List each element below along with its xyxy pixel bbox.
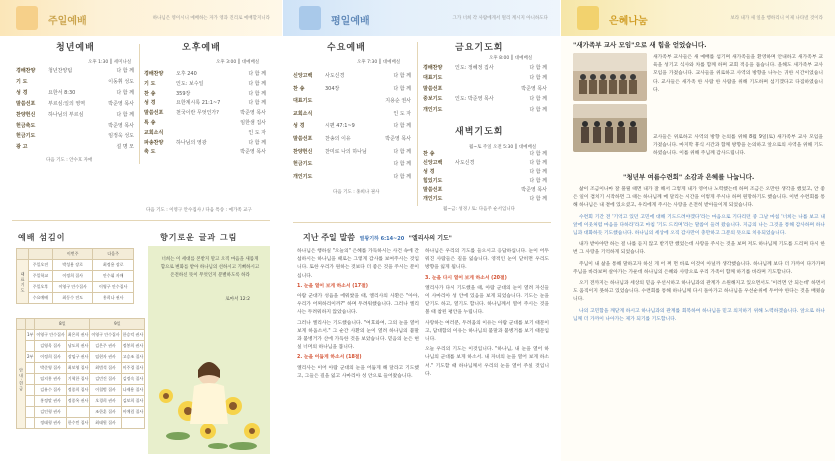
sermon-paragraph: 엘리사는 이어 아람 군대의 눈을 어둡게 해 달라고 기도했고, 그들은 길을 잃고 사마리아 성 안으로 들어왔습니다. (297, 365, 419, 379)
order-row (16, 131, 134, 142)
divider (139, 44, 140, 164)
order-item: 인도: 박준영 목사 (455, 96, 494, 103)
usher-roster-table: 8일 9일 안 내 · 헌 금 1부 이영구 안수집사 최은희 권사 이영구 안수집사 한승덕 권사 김영욱 집사 남도희 권사 김은주 권사 정봉희 권사 2부 이정희 집사 장임구 권사 임현자 권사 고승조 집사 박준영 집사 최보영 집사 최범석 집사 이주경 집사 임지홍 권사 기혁한 집사 김민건 집사 김정숙 집사 김유수 집사 정종희 집사 이철범 집사 나제용 집사 홍정말 권사 정종옥 권사 오경희 권사 김보희 집사 김인형 권사 조한훈 집사 이예림 집사 정태형 권사 한수민 집사 최태원 집사 (16, 318, 145, 429)
order-item (174, 148, 238, 158)
sermon-paragraph: 1. 눈을 열어 보게 하소서 (17절) (297, 283, 368, 289)
friday-prayer-meta: 오후 8:00 ┃ 대예배실 (489, 56, 533, 61)
table-cell: 이예림 집사 (121, 407, 145, 418)
order-role: 경배찬양 (16, 68, 36, 74)
order-item: 찬미로 나의 하나님 (325, 148, 367, 155)
table-cell: 조한훈 집사 (90, 407, 121, 418)
order-role: 성 경 (423, 169, 435, 175)
sermon-paragraph: 하나님은 행하실 "오늘의" 은혜를 가득하시는 사건 속에 간섭하시는 하나님을 때로는 그렇게 감사를 보여주시는 것입니다. 또한 우리가 원하는 것보다 더 좋은 것을 주시는 분이십니다. (297, 249, 419, 279)
order-role: 교회소식 (293, 110, 313, 117)
roster-side-label: 대 표 기 도 (17, 260, 29, 304)
order-row (16, 110, 134, 121)
order-role: 축 도 (144, 149, 156, 156)
sunday-worship-panel (0, 0, 282, 461)
order-row (16, 99, 134, 110)
table-cell (26, 363, 35, 374)
order-row (144, 99, 266, 109)
order-leader: 다 함 께 (529, 196, 547, 202)
panel-title: 주일예배 (48, 16, 87, 27)
prayer-roster-table: 이번주 다음주 대 표 기 도 주일오전 박성용 장로 최정용 장로 주일학교 이정희 집사 안수휘 자매 주일오후 이영구 안수집사 이영구 안수집사 수요예배 최동수 전도 홍희나 권사 (16, 248, 134, 304)
order-role: 헌금기도 (293, 161, 313, 168)
table-cell (26, 341, 35, 352)
youth-worship-order (16, 66, 134, 153)
order-row (293, 95, 411, 108)
order-row (423, 195, 547, 204)
order-item: 천국이란 무엇인가? (176, 110, 219, 117)
panel-subtitle: 그가 너희 각 사람에게서 멀리 계시지 아니하도다 (452, 16, 548, 21)
leaf-icon (299, 6, 321, 30)
order-row (144, 129, 266, 139)
order-row (144, 109, 266, 119)
order-item: 하나님의 영광 (176, 139, 207, 146)
order-leader: 다 함 께 (393, 148, 411, 155)
order-row (423, 73, 547, 83)
order-leader: 이동휘 성도 (108, 78, 134, 85)
order-item (453, 186, 519, 195)
panel-title: 평일예배 (331, 16, 370, 27)
divider (12, 220, 270, 221)
order-row (16, 88, 134, 99)
order-leader: 다 함 께 (529, 106, 547, 113)
order-leader: 다 함 께 (529, 96, 547, 103)
table-cell: 최은희 권사 (66, 330, 90, 341)
order-item (453, 84, 519, 94)
table-cell: 고승조 집사 (121, 352, 145, 363)
essay-paragraph: 삶이 조금이나마 잘 풀릴 때면 내가 잘 해서 그렇게 내가 영어나 노력했는데 하며 조금은 오만한 생각을 했었고, 안 좋은 일이 겹치기 시작하면 그 때는 하나님께 매 달리는 시간을 이렇게 주시나 하며 원망하기도 했습니다. 이번 수련회를 통해 하나님은 내 곁에 있으셨고, 우리에게 주시는 사랑을 온전히 받아들이게 되었습니다. (573, 187, 825, 209)
table-cell: 이철범 집사 (90, 385, 121, 396)
dawn-prayer-meta: 월~토 주일 오전 5:30 ┃ 대예배실 (469, 145, 537, 150)
order-row (144, 90, 266, 100)
order-role: 개인기도 (423, 106, 443, 113)
order-item (46, 142, 106, 153)
order-item (453, 105, 519, 115)
order-role: 성 경 (16, 89, 28, 96)
order-item (323, 108, 383, 121)
sermon-paragraph: 하나님은 우리의 기도를 들으시고 응답하십니다. 눈이 어두워진 사람들은 길을 잃습니다. 영적인 눈이 닫히면 우리도 방향을 잃게 됩니다. (425, 249, 549, 271)
order-leader: 지용순 권사 (385, 98, 411, 105)
order-row (423, 177, 547, 186)
sermon-paragraph: 사랑하는 여러분, 두려움의 이유는 아람 군대를 보기 때문이고, 담대함의 이유는 하나님의 불말과 불병거를 보기 때문입니다. (425, 320, 549, 343)
sermon-column-1 (297, 248, 419, 458)
order-leader: 인 도 자 (248, 129, 266, 136)
wednesday-next-prayer: 다음 기도 : 홍희나 권사 (333, 190, 380, 195)
dawn-prayer-order (423, 150, 547, 204)
order-role: 말씀선포 (144, 110, 164, 117)
order-role: 찬 송 (423, 151, 435, 157)
table-cell: 이영구 안수집사 (90, 330, 121, 341)
order-item: 사도신경 (455, 160, 475, 166)
usher-side-label: 안 내 · 헌 금 (17, 330, 26, 429)
sermon-paragraph: 엘리사가 다시 기도했을 때, 아람 군대의 눈이 열려 자신들이 사마리아 성 안에 있음을 보게 되었습니다. 기도는 눈을 닫기도 하고, 열기도 합니다. 하나님께서 열어 주시는 것을 볼 때 참된 평안을 누립니다. (425, 285, 549, 316)
youth-next-prayer: 다음 기도 : 안수호 자매 (46, 158, 93, 163)
table-cell: 정봉희 권사 (121, 341, 145, 352)
order-item (174, 119, 238, 129)
news-text-2: 교사들은 위로하고 사역의 방향 논의를 위해 8월 9일(토) 새가족부 교사 모임을 가졌습니다. 마지막 휴식 시간과 함께 방향을 논의하고 앞으로의 사역을 위해 기도하였습니다. 이를 위해 주님께 감사드립니다. (653, 135, 823, 157)
essay-paragraph: 내가 받아야만 하는 걸 나를 듣지 않고 받기만 했었는데 사랑을 주시는 것을 보며 저도 하나님께 기도를 드리며 다시 한 번 그 사랑을 기억하게 되었습니다. (573, 242, 825, 256)
order-role: 대표기도 (293, 98, 313, 105)
panel-subtitle: 하나님은 영이시니 예배하는 자가 영과 진리로 예배할지니라 (152, 16, 270, 21)
panel-header (561, 0, 835, 36)
order-role: 신앙고백 (293, 73, 313, 79)
order-row (423, 105, 547, 115)
order-row (423, 159, 547, 168)
order-item: 요한계시록 21:1~7 (176, 100, 221, 107)
verse-section-title: 향기로운 글과 그림 (160, 233, 238, 242)
order-leader: 다 함 께 (393, 85, 411, 92)
order-leader: 다 함 께 (116, 89, 134, 96)
table-row (17, 330, 145, 341)
order-leader: 설 명 모 (116, 144, 134, 151)
afternoon-worship-title: 오후예배 (182, 43, 221, 53)
panel-subtitle: 보라 내가 새 일을 행하리니 이제 나타낼 것이라 (730, 16, 823, 21)
sermon-paragraph: 아람 군대가 성읍을 에워쌌을 때, 엘리사의 사환은 "아아, 우리가 어찌하리이까?" 하며 두려워했습니다. 그러나 엘리사는 두려워하지 않았습니다. (297, 294, 419, 316)
leaf-icon (577, 6, 599, 30)
panel-header (283, 0, 560, 36)
order-role: 광 고 (16, 144, 28, 151)
order-leader: 인 도 자 (393, 110, 411, 117)
order-leader: 다 함 께 (529, 75, 547, 82)
table-cell (66, 407, 90, 418)
grace-sharing-panel (561, 0, 835, 461)
table-cell (26, 396, 35, 407)
table-cell (26, 407, 35, 418)
order-item (453, 73, 519, 83)
sermon-paragraph: 그러나 엘리사는 기도했습니다. "여호와여, 그의 눈을 열어 보게 하옵소서." 그 순간 사환의 눈이 열려 하나님의 불말과 불병거가 산에 가득한 것을 보았습니다. 믿음의 눈은 현실 너머의 하나님을 봅니다. (297, 320, 419, 351)
table-cell (26, 418, 35, 429)
table-cell: 나제용 집사 (121, 385, 145, 396)
order-role: 개인기도 (423, 196, 443, 202)
order-leader: 다 함 께 (248, 71, 266, 77)
table-cell: 임현자 권사 (90, 352, 121, 363)
order-role: 찬양헌신 (16, 111, 36, 118)
sermon-paragraph: 오늘 우리의 기도는 이것입니다. "하나님, 내 눈을 열어 하나님의 군대를 보게 하소서. 내 자녀의 눈을 열어 보게 하소서." 기도할 때 하나님께서 우리의 눈을 열어 주실 것입니다. (425, 347, 549, 377)
table-row (17, 374, 145, 385)
order-leader: 박준영 목사 (385, 135, 411, 142)
table-cell: 정종희 집사 (66, 385, 90, 396)
order-role: 중보기도 (423, 96, 443, 103)
order-role: 헌금기도 (16, 133, 36, 140)
servers-title: 예배 섬김이 (18, 233, 66, 242)
order-role: 경배찬양 (423, 65, 443, 71)
weekday-worship-panel (283, 0, 560, 461)
table-row (17, 352, 145, 363)
order-row (293, 146, 411, 159)
leaf-icon (16, 6, 38, 30)
table-cell: 정태형 권사 (35, 418, 66, 429)
table-cell: 최태원 집사 (90, 418, 121, 429)
order-row (423, 168, 547, 177)
essay-paragraph: 주님이 내 삶을 통해 말하고자 하신 게 어 쩌 면 바로 이것이 아닐까 생각했습니다. 하나님께 보다 더 가까이 다가가며 주님을 바라보며 살아가는 가운데 하나님의 은혜와 사랑으로 우리 가족이 함께 하기를 바라며 기도합니다. (573, 261, 825, 275)
youth-worship-title: 청년예배 (56, 43, 95, 53)
table-cell: 기혁한 집사 (66, 374, 90, 385)
divider (293, 222, 551, 223)
order-role: 힘있기도 (423, 178, 443, 184)
order-role: 기 도 (16, 78, 28, 85)
order-role: 교회소식 (144, 129, 164, 136)
order-item (46, 77, 106, 88)
order-role: 개인기도 (293, 173, 313, 180)
order-item: 하나님의 부르심 (48, 111, 84, 118)
order-row (423, 63, 547, 73)
table-cell: 1부 (26, 330, 35, 341)
order-leader: 다 함 께 (529, 169, 547, 175)
table-row (17, 385, 145, 396)
table-cell: 정종옥 권사 (66, 396, 90, 407)
table-cell: 김영욱 집사 (35, 341, 66, 352)
order-item: 인도: 보수일 (176, 80, 204, 87)
order-leader: 박준영 목사 (521, 187, 547, 193)
verse-reference: 로마서 12:2 (225, 297, 250, 302)
order-role: 말씀선포 (293, 135, 313, 142)
table-cell: 박준영 집사 (35, 363, 66, 374)
order-item: 시편 47:1~9 (325, 123, 355, 130)
order-leader: 다 함 께 (248, 80, 266, 87)
order-item (46, 121, 106, 132)
order-item: 304장 (325, 85, 340, 92)
order-role: 기 도 (144, 80, 156, 87)
order-role: 특 송 (144, 119, 156, 126)
order-item (323, 171, 383, 184)
order-leader: 다 함 께 (116, 68, 134, 74)
order-leader: 다 함 께 (116, 111, 134, 118)
teachers-photo-1 (573, 53, 647, 101)
table-row (17, 363, 145, 374)
news-text: 새가족부 교사들은 새 예배를 섬기며 새가족들을 환영하며 안내하고 새가족부 교육을 성기고 식사와 차를 함께 하며 교회 적응을 돕습니다. 올해도 새가족부 교사 모임을 가졌습니다. 교사들을 위로하고 사역의 방향을 나누는 귀한 시간이었습니다. 교사들은 새가족 한 사람 한 사람을 위해 기도하며 섬기겠다고 다짐하였습니다. (653, 55, 823, 93)
table-row (17, 418, 145, 429)
order-leader: 박준영 목사 (521, 85, 547, 92)
table-cell: 김보희 집사 (121, 396, 145, 407)
table-cell: 김인형 권사 (35, 407, 66, 418)
order-role: 말씀선포 (423, 187, 443, 193)
afternoon-worship-meta: 오후 3:00 ┃ 대예배실 (216, 60, 260, 65)
panel-header (0, 0, 282, 36)
essay-title: "청년부 여름수련회" 소감과 은혜를 나눕니다. (623, 173, 755, 181)
friday-prayer-order (423, 63, 547, 115)
news-title: "새가족부 교사 모임"으로 새 힘을 얻었습니다. (573, 41, 707, 49)
table-cell: 김은주 권사 (90, 341, 121, 352)
table-row (17, 341, 145, 352)
verse-text: 너희는 이 세대를 본받지 말고 오직 마음을 새롭게 함으로 변화를 받아 하나님의 선하시고 기뻐하시고 온전하신 뜻이 무엇인지 분별하도록 하라 (160, 257, 260, 278)
order-row (293, 70, 411, 83)
order-row (293, 120, 411, 133)
essay-paragraph: 오기 전까지는 하나님과 세상의 믿음 우선시하고 하나님과의 관계가 소원해지고 있으면서도 '이러면 안 되는데' 하면서도 움직이지 못하고 있었습니다. 수련회를 통해 하나님께 다시 돌아가고 하나님을 우선순위에 두어야 한다는 것을 배웠습니다. (573, 281, 825, 303)
order-row (293, 83, 411, 96)
order-role: 성 경 (293, 123, 305, 130)
table-cell: 이주경 집사 (121, 363, 145, 374)
divider (417, 42, 418, 206)
order-leader: 다 함 께 (393, 173, 411, 180)
wednesday-worship-title: 수요예배 (327, 43, 366, 53)
order-item: 찬송의 이유 (325, 135, 351, 142)
table-cell: 한승덕 권사 (121, 330, 145, 341)
table-cell: 김유수 집사 (35, 385, 66, 396)
order-row (144, 80, 266, 90)
order-leader: 박준영 목사 (108, 122, 134, 129)
order-item (453, 150, 519, 159)
order-item: 오후 240 (176, 71, 197, 77)
table-cell: 임지홍 권사 (35, 374, 66, 385)
friday-prayer-title: 금요기도회 (455, 43, 504, 53)
wednesday-worship-order (293, 70, 411, 183)
youth-worship-meta: 오후 1:30 ┃ 세미나실 (88, 60, 132, 65)
table-cell: 이정희 집사 (35, 352, 66, 363)
sermon-title: "엘리사의 기도" (408, 235, 452, 242)
order-item: 부르심:일의 영역 (48, 100, 86, 107)
order-row (16, 142, 134, 153)
order-leader: 다 함 께 (248, 90, 266, 97)
table-cell: 2부 (26, 352, 35, 363)
table-cell: 장임구 권사 (66, 352, 90, 363)
order-role: 말씀선포 (16, 100, 36, 107)
order-row (423, 150, 547, 159)
panel-title: 은혜나눔 (609, 16, 648, 27)
order-item (323, 158, 383, 171)
order-role: 대표기도 (423, 75, 443, 82)
order-item (46, 131, 106, 142)
sermon-heading (303, 232, 452, 243)
table-cell (121, 418, 145, 429)
order-row (16, 121, 134, 132)
order-role: 성 경 (144, 100, 156, 107)
table-cell: 홍정말 권사 (35, 396, 66, 407)
order-row (293, 171, 411, 184)
order-role: 찬양헌신 (293, 148, 313, 155)
order-item (453, 177, 519, 186)
order-leader: 박준영 목사 (240, 149, 266, 156)
order-leader: 다 함 께 (248, 100, 266, 107)
order-role: 파송찬양 (144, 139, 164, 146)
order-leader: 다 함 께 (529, 178, 547, 184)
sermon-paragraph: 3. 눈을 다시 열어 보게 하소서 (20절) (425, 275, 507, 281)
order-role: 찬 송 (293, 85, 305, 92)
order-item: 청년찬양팀 (48, 68, 73, 74)
afternoon-worship-order (144, 70, 266, 158)
order-row (423, 84, 547, 94)
table-cell: 한수민 집사 (66, 418, 90, 429)
table-cell (26, 374, 35, 385)
order-leader: 다 함 께 (393, 161, 411, 168)
teachers-photo-2 (573, 104, 647, 152)
order-item: 359장 (176, 90, 191, 97)
essay-body (573, 186, 825, 456)
table-cell: 최보영 집사 (66, 363, 90, 374)
order-row (293, 108, 411, 121)
sermon-label: 지난 주일 말씀 (303, 233, 355, 242)
table-cell: 남도희 권사 (66, 341, 90, 352)
order-row (16, 77, 134, 88)
order-row (293, 158, 411, 171)
order-role: 말씀선포 (423, 85, 443, 92)
order-row (144, 119, 266, 129)
order-item: 인도: 정혜정 집사 (455, 65, 494, 71)
order-row (423, 94, 547, 104)
order-row (144, 70, 266, 80)
order-leader: 다 함 께 (393, 73, 411, 79)
order-leader: 임정욱 성도 (108, 133, 134, 140)
order-leader: 박준영 목사 (108, 100, 134, 107)
order-row (144, 139, 266, 149)
order-row (423, 186, 547, 195)
order-item: 요한서 8:30 (48, 89, 76, 96)
order-leader: 다 함 께 (248, 139, 266, 146)
sermon-reference: 열왕기하 6:14~20 (359, 236, 405, 242)
order-leader: 다 함 께 (529, 65, 547, 71)
order-item (453, 168, 519, 177)
sermon-column-2 (425, 248, 549, 458)
order-item (174, 129, 238, 139)
table-cell: 이영구 안수집사 (35, 330, 66, 341)
dawn-note: 월~금: 성경 / 토: 다음주 순서입니다 (443, 207, 515, 212)
table-cell: 오경희 권사 (90, 396, 121, 407)
dawn-prayer-title: 새벽기도회 (455, 127, 504, 137)
order-role: 찬 송 (144, 90, 156, 97)
order-leader: 다 함 께 (529, 151, 547, 157)
essay-paragraph: 나의 고민함을 깨닫게 하시고 하나님과의 관계를 회복하여 하나님을 믿고 의지하기 위해 노력하겠습니다. 앞으로 하나님께 더 가까이 나아가는 제가 되기를 기도합니다. (573, 308, 825, 322)
order-item: 사도신경 (325, 73, 345, 79)
order-leader: 다 함 께 (529, 160, 547, 166)
order-role: 경배찬양 (144, 71, 164, 77)
wednesday-worship-meta: 오후 7:30 ┃ 대예배실 (357, 60, 401, 65)
order-item (453, 195, 519, 204)
essay-paragraph: 수련회 기간 전 '기억고 있던 고민에 대해 기도드려야겠다'라는 마음으로 기다리던 중 그날 마침 '너희는 나를 보고 내 앞에 이웃처럼 마음을 다하라'라고 마침 '기도 드리며'라는 말씀이 들려 왔습니다. 지금의 나는 그것을 통해 감사하며 하나님과 대화하듯 기도했습니다. 하나님의 세상에 오직 감사만이 충만하고 그분의 뜻으로 치유되었습니다. (573, 214, 825, 237)
table-cell: 김정숙 집사 (121, 374, 145, 385)
table-row (17, 396, 145, 407)
order-role: 헌금축도 (16, 122, 36, 129)
sermon-paragraph: 2. 눈을 어둡게 하소서 (18절) (297, 355, 362, 361)
order-role: 신앙고백 (423, 160, 443, 166)
table-row (17, 407, 145, 418)
order-leader: 박준영 목사 (240, 110, 266, 117)
order-leader: 다 함 께 (393, 123, 411, 130)
table-cell: 김민건 집사 (90, 374, 121, 385)
order-item (323, 95, 383, 108)
order-row (293, 133, 411, 146)
afternoon-next-prayer: 다음 기도 : 이영구 안수집사 / 다음 특송 : 예가족 교구 (146, 208, 252, 213)
table-cell: 최범석 집사 (90, 363, 121, 374)
order-row (144, 148, 266, 158)
order-row (16, 66, 134, 77)
order-leader: 임한샘 집사 (240, 119, 266, 126)
table-cell (26, 385, 35, 396)
